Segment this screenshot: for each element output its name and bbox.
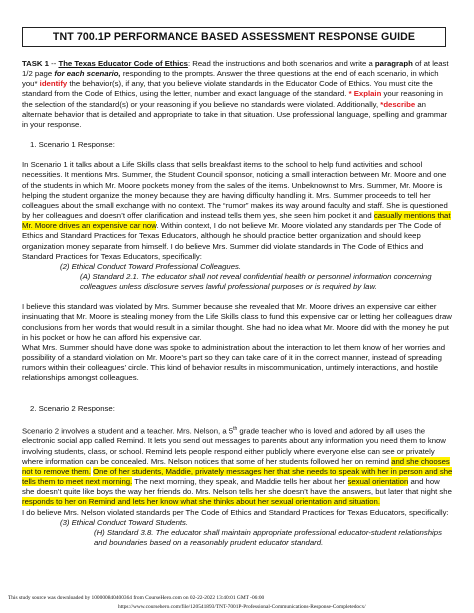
task-describe: *describe xyxy=(380,99,416,109)
task-text-1: : Read the instructions and both scenarios and write a xyxy=(187,59,375,68)
scenario2-highlight-4: responds to her on Remind and lets her know what she thinks about her sexual orientation and situation. xyxy=(22,497,381,507)
scenario1-p1-a: In Scenario 1 it talks about a Life Skills class that sells breakfast items to the school to help fund activities and school necessities. It mentions Mrs. Summer, the Student Council sponsor, noticing a small interaction between Mr. Moore and one of the students in which Mr. Moore pockets money from the sales of the items. Unbeknownst to Mrs. Summer, Mr. Moore is helping the student organize the money because they are having difficulty handling it. Mrs. Summer proceeds to tell her colleagues about the small exchange with no context. The “rumor” makes its way around faculty and staff. She is questioned by her colleagues and doesn’t offer clarification and instead tells them yes, she seen him pocket it and xyxy=(22,160,448,221)
footer-url-line: https://www.coursehero.com/file/120541893/TNT-7001P-Professional-Communications-Response-Completedocx/ xyxy=(118,604,366,610)
scenario1-standard-heading xyxy=(22,262,454,272)
task-paragraph-word: paragraph xyxy=(374,59,413,68)
scenario1-p1-b: . Within context, I do not believe Mr. Moore violated any standards per The Code of Ethics and Standard Practices for Texas Educators, although he should practice better organization and should keep organization money separate from himself. I do believe Mrs. Summer did violate standards in The Code of Ethics and Standard Practices for Texas Educators, specifically: xyxy=(22,221,442,261)
task-text-4: the behavior(s), if any, that you believe violate standards in the Educator Code of Ethics. You must cite the standard from the Code of Ethics, using the letter, number and exact language of the standard. xyxy=(22,79,433,99)
task-explain: * Explain xyxy=(348,89,382,99)
scenario2-standard-h xyxy=(22,528,454,548)
scenario1-standard-heading-text: (2) Ethical Conduct Toward Professional Colleagues. xyxy=(60,261,242,271)
task-text-6: an alternate behavior that is detailed and appropriate to take in that situation. Use professional language, spelling and grammar in your response. xyxy=(22,99,448,129)
task-text-5: your reasoning in the selection of the standard(s) or your reasoning if you believe no standards were violated. Additionally, xyxy=(22,89,443,109)
scenario2-p1-e: and how she doesn’t quite like boys the way her friends do. Mrs. Nelson tells her she doesn’t have the answers, but later that night she xyxy=(22,477,452,497)
scenario2-highlight-1: and she chooses not to remove them. xyxy=(22,456,450,476)
scenario2-superscript: th xyxy=(233,425,238,432)
scenario2-p1-a: Scenario 2 involves a student and a teacher. Mrs. Nelson, a 5 xyxy=(22,426,234,436)
task-identify: identify xyxy=(39,79,68,89)
scenario1-highlight: casually mentions that Mr. Moore drives an expensive car now xyxy=(22,211,451,231)
scenario2-standard-h-text: (H) Standard 3.8. The educator shall maintain appropriate professional educator-student relationships and boundaries based on a reasonably prudent educator standard. xyxy=(94,527,442,547)
footer-source-line: This study source was downloaded by 100000840400364 from CourseHero.com on 02-22-2022 13:40:01 GMT -06:00 xyxy=(8,595,265,601)
scenario1-paragraph-3: What Mrs. Summer should have done was spoke to administration about the interaction to let them know of her worries and possibility of a standard violation on Mr. Moore’s part so they can take care of it in the correct manner, instead of spreading rumors within their colleagues’ circle. This kind of behavior results in miscommunication, untimely interactions, and hostile relationships amongst colleagues. xyxy=(22,342,446,383)
scenario2-paragraph-2: I do believe Mrs. Nelson violated standards per The Code of Ethics and Standard Practices for Texas Educators, specifically: xyxy=(22,507,449,517)
task-instructions xyxy=(22,59,454,130)
scenario2-p1-d: The next morning, they speak, and Maddie tells her about her xyxy=(132,477,348,487)
document-body xyxy=(22,59,454,548)
scenario2-highlight-3: sexual orientation xyxy=(347,477,409,487)
scenario2-highlight-2: One of her students, Maddie, privately messages her that she needs to speak with her in person and she tells them to meet next morning. xyxy=(22,466,453,487)
task-subject: The Texas Educator Code of Ethics xyxy=(58,59,188,68)
scenario2-paragraph-1 xyxy=(22,424,454,508)
scenario1-paragraph-1 xyxy=(22,160,454,262)
task-label: TASK 1 xyxy=(22,59,49,68)
scenario1-heading: 1. Scenario 1 Response: xyxy=(30,140,115,150)
document-title: TNT 700.1P PERFORMANCE BASED ASSESSMENT RESPONSE GUIDE xyxy=(22,27,446,47)
task-text-3: responding to the prompts. Answer the three questions at the end of each scenario, in which you* xyxy=(22,69,439,89)
scenario1-standard-a-text: (A) Standard 2.1. The educator shall not reveal confidential health or personnel information concerning colleagues unless disclosure serves lawful professional purposes or is required by law. xyxy=(80,271,432,292)
scenario1-paragraph-2: I believe this standard was violated by Mrs. Summer because she revealed that Mr. Moore drives an expensive car either insinuating that Mr. Moore is stealing money from the Life Skills class to fund this expensive car or letting her colleagues draw conclusions from her words that would result in a similar thought. She had no idea what Mr. Moore did with the money he put in his pocket or how he can afford his expensive car. xyxy=(22,302,452,342)
scenario2-standard-heading-text: (3) Ethical Conduct Toward Students. xyxy=(60,517,189,527)
task-for-each: for each scenario, xyxy=(54,69,121,79)
task-dash: -- xyxy=(49,59,59,68)
scenario2-heading: 2. Scenario 2 Response: xyxy=(30,403,115,413)
scenario2-standard-heading xyxy=(22,518,454,528)
task-text-2: of at least 1/2 page xyxy=(22,59,449,79)
scenario2-p1-b: grade teacher who is loved and adored by all uses the electronic social app called Remind. It lets you send out messages to parents about any information you need them to know involving students, class, or school. Remind lets people respond either publicly where everyone else can see or privately where information can be concealed. Mrs. Nelson notices that some of her students followed her on remind xyxy=(22,426,446,466)
scenario1-standard-a xyxy=(22,272,454,292)
